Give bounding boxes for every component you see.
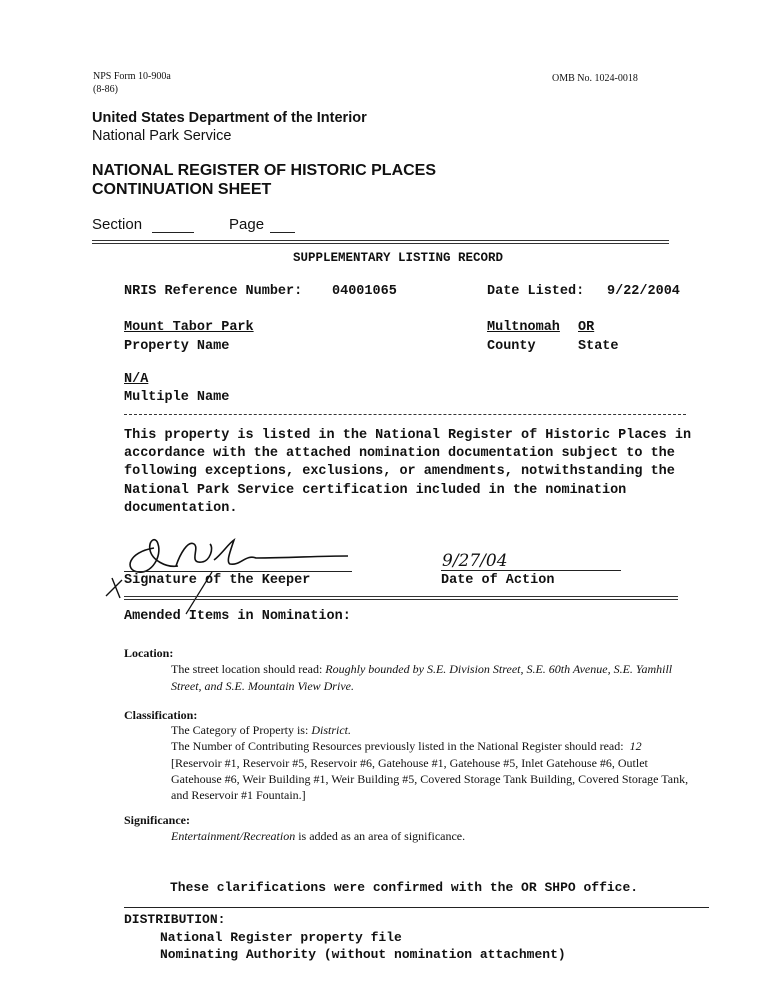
nris-label: NRIS Reference Number: — [124, 284, 303, 299]
section-label: Section — [92, 216, 143, 233]
resources-text: The Number of Contributing Resources previously listed in the National Register should read: — [171, 739, 624, 753]
category-line — [171, 723, 351, 738]
resources-count: 12 — [629, 739, 642, 753]
listing-statement: This property is listed in the National Register of Historic Places in accordance with the attached nomination documentation subject to the following exceptions, exclusions, or amendments, notwithstanding the National Park Service certification included in the nomination documentation. — [124, 428, 692, 516]
multiple-name-value: N/A — [124, 372, 149, 387]
distribution-heading: DISTRIBUTION: — [124, 912, 226, 927]
form-revision: (8-86) — [93, 84, 118, 95]
date-listed-value: 9/22/2004 — [607, 284, 680, 299]
section-blank — [152, 232, 194, 233]
header-divider — [92, 240, 669, 244]
form-number: NPS Form 10-900a — [93, 71, 171, 82]
distribution-item: Nominating Authority (without nomination attachment) — [160, 947, 566, 962]
category-prefix: The Category of Property is: — [171, 723, 312, 737]
amended-heading: Amended Items in Nomination: — [124, 609, 351, 624]
state-label: State — [578, 339, 619, 354]
nris-value: 04001065 — [332, 284, 397, 299]
date-line — [441, 570, 621, 571]
record-heading: SUPPLEMENTARY LISTING RECORD — [293, 251, 504, 265]
resources-list: [Reservoir #1, Reservoir #5, Reservoir #6, Gatehouse #1, Gatehouse #5, Inlet Gatehouse #6, Outlet Gatehouse #6, Weir Building #1, Weir Building #5, Covered Storage Tank Building, Covered Storage Tank, and Reservoir #1 Fountain.] — [171, 756, 689, 802]
service-name: National Park Service — [92, 128, 232, 144]
page-subtitle: CONTINUATION SHEET — [92, 181, 272, 198]
significance-area: Entertainment/Recreation — [171, 829, 296, 843]
clarification-note: These clarifications were confirmed with the OR SHPO office. — [170, 880, 639, 895]
significance-heading: Significance: — [124, 813, 190, 827]
location-heading: Location: — [124, 646, 174, 660]
multiple-name-label: Multiple Name — [124, 390, 230, 405]
handwritten-date-text: 9/27/04 — [442, 551, 508, 571]
county-value: Multnomah — [487, 320, 560, 335]
category-value: District. — [311, 723, 351, 737]
amended-divider — [124, 596, 678, 600]
property-name-value: Mount Tabor Park — [124, 320, 254, 335]
significance-suffix: is added as an area of significance. — [295, 829, 466, 843]
distribution-divider — [124, 907, 709, 908]
page-label: Page — [229, 216, 265, 233]
state-value: OR — [578, 320, 595, 335]
distribution-item: National Register property file — [160, 930, 402, 945]
statement-divider — [124, 414, 686, 415]
omb-number: OMB No. 1024-0018 — [552, 73, 638, 84]
department-name: United States Department of the Interior — [92, 110, 367, 126]
location-text — [171, 661, 691, 694]
date-of-action-label: Date of Action — [441, 573, 555, 588]
resources-line — [171, 739, 642, 754]
location-value: Roughly bounded by S.E. Division Street, S.E. 60th Avenue, S.E. Yamhill Street, and S.E. Mountain View Drive. — [171, 662, 673, 693]
location-prefix: The street location should read: — [171, 662, 326, 676]
significance-line — [171, 829, 465, 844]
classification-heading: Classification: — [124, 708, 198, 722]
page-blank — [270, 232, 295, 233]
county-label: County — [487, 339, 536, 354]
page-title: NATIONAL REGISTER OF HISTORIC PLACES — [92, 162, 437, 179]
signature-label: Signature of the Keeper — [124, 573, 311, 588]
date-listed-label: Date Listed: — [487, 284, 585, 299]
property-name-label: Property Name — [124, 339, 230, 354]
handwritten-date — [438, 546, 538, 572]
